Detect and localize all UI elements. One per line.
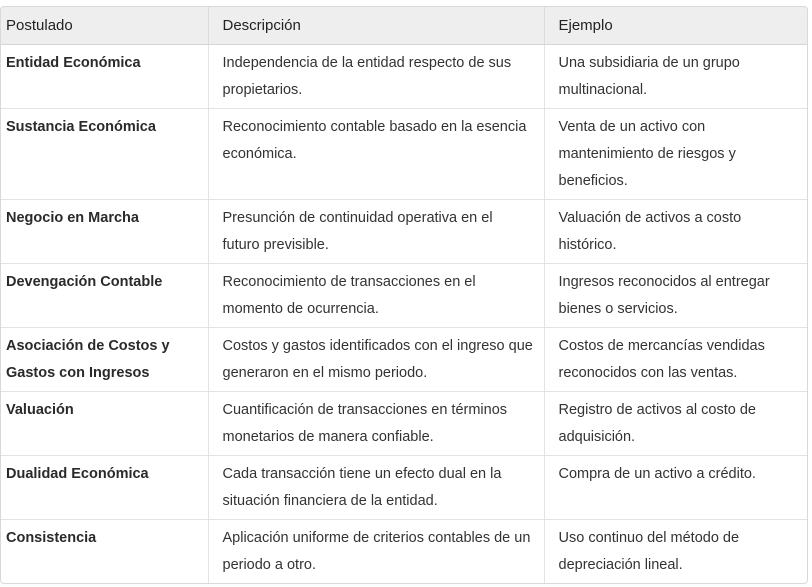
cell-ejemplo: Registro de activos al costo de adquisición. bbox=[544, 392, 807, 456]
cell-descripcion: Presunción de continuidad operativa en el futuro previsible. bbox=[208, 200, 544, 264]
cell-descripcion: Cada transacción tiene un efecto dual en la situación financiera de la entidad. bbox=[208, 456, 544, 520]
cell-descripcion: Reconocimiento de transacciones en el momento de ocurrencia. bbox=[208, 264, 544, 328]
cell-descripcion: Costos y gastos identificados con el ingreso que generaron en el mismo periodo. bbox=[208, 328, 544, 392]
cell-ejemplo: Valuación de activos a costo histórico. bbox=[544, 200, 807, 264]
table-header bbox=[1, 7, 807, 45]
cell-ejemplo: Uso continuo del método de depreciación lineal. bbox=[544, 520, 807, 584]
table-row bbox=[1, 456, 807, 520]
header-postulado: Postulado bbox=[1, 7, 208, 45]
table-row bbox=[1, 264, 807, 328]
table-row bbox=[1, 45, 807, 109]
table-row bbox=[1, 200, 807, 264]
cell-postulado: Negocio en Marcha bbox=[1, 200, 208, 264]
header-row bbox=[1, 7, 807, 45]
cell-postulado: Dualidad Económica bbox=[1, 456, 208, 520]
cell-postulado: Consistencia bbox=[1, 520, 208, 584]
table-body bbox=[1, 45, 807, 584]
cell-descripcion: Independencia de la entidad respecto de sus propietarios. bbox=[208, 45, 544, 109]
cell-ejemplo: Compra de un activo a crédito. bbox=[544, 456, 807, 520]
postulados-table bbox=[1, 7, 807, 583]
cell-postulado: Devengación Contable bbox=[1, 264, 208, 328]
cell-descripcion: Reconocimiento contable basado en la esencia económica. bbox=[208, 109, 544, 200]
table-row bbox=[1, 520, 807, 584]
cell-postulado: Entidad Económica bbox=[1, 45, 208, 109]
cell-postulado: Asociación de Costos y Gastos con Ingresos bbox=[1, 328, 208, 392]
header-ejemplo: Ejemplo bbox=[544, 7, 807, 45]
table-row bbox=[1, 109, 807, 200]
table-row bbox=[1, 328, 807, 392]
postulados-table-container bbox=[0, 6, 808, 584]
cell-ejemplo: Una subsidiaria de un grupo multinacional. bbox=[558, 55, 740, 98]
header-descripcion: Descripción bbox=[208, 7, 544, 45]
cell-descripcion: Cuantificación de transacciones en términos monetarios de manera confiable. bbox=[208, 392, 544, 456]
cell-postulado: Valuación bbox=[1, 392, 208, 456]
cell-ejemplo: Venta de un activo con mantenimiento de riesgos y beneficios. bbox=[544, 109, 807, 200]
cell-postulado: Sustancia Económica bbox=[1, 109, 208, 200]
cell-ejemplo: Costos de mercancías vendidas reconocidos con las ventas. bbox=[544, 328, 807, 392]
table-row bbox=[1, 392, 807, 456]
cell-ejemplo: Ingresos reconocidos al entregar bienes o servicios. bbox=[544, 264, 807, 328]
cell-descripcion: Aplicación uniforme de criterios contables de un periodo a otro. bbox=[208, 520, 544, 584]
